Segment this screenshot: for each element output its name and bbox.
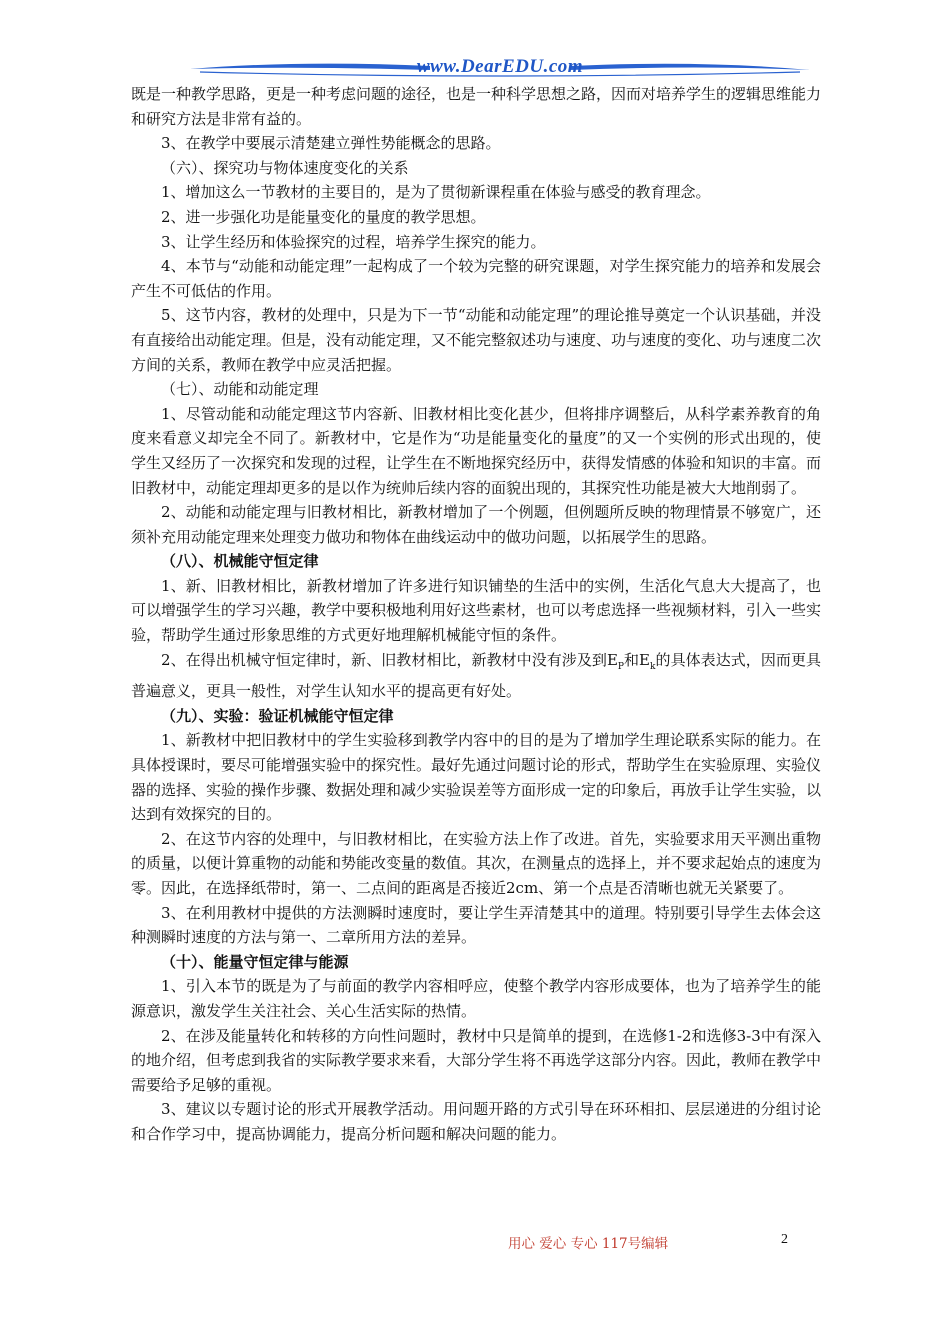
paragraph: 1、增加这么一节教材的主要目的，是为了贯彻新课程重在体验与感受的教育理念。 (161, 183, 711, 202)
paragraph (131, 648, 821, 704)
text-run: 和E (623, 650, 651, 669)
subscript-p: P (617, 661, 624, 672)
page-number: 2 (781, 1232, 788, 1247)
site-name: www.DearEDU.com (416, 56, 584, 77)
paragraph: 1、引入本节的既是为了与前面的教学内容相呼应，使整个教学内容形成要体，也为了培养学生的能源意识，激发学生关注社会、关心生活实际的热情。 (131, 977, 821, 1020)
subscript-k: k (650, 661, 656, 672)
text-run: 的具体表达式，因而更具普遍意义，更具一般性，对学生认知水平的提高更有好处。 (131, 650, 821, 701)
paragraph: 3、让学生经历和体验探究的过程，培养学生探究的能力。 (161, 232, 546, 251)
section-heading: （十）、能量守恒定律与能源 (161, 952, 349, 971)
paragraph: 1、尽管动能和动能定理这节内容新、旧教材相比变化甚少，但将排序调整后，从科学素养教育的角度来看意义却完全不同了。新教材中，它是作为“功是能量变化的量度”的又一个实例的形式出现的，使学生又经历了一次探究和发现的过程，让学生在不断地探究经历中，获得发情感的体验和知识的丰富。而旧教材中，动能定理却更多的是以作为统帅后续内容的面貌出现的，其探究性功能是被大大地削弱了。 (131, 404, 822, 497)
section-heading: （八）、机械能守恒定律 (161, 552, 319, 571)
paragraph: 1、新、旧教材相比，新教材增加了许多进行知识铺垫的生活中的实例，生活化气息大大提高了，也可以增强学生的学习兴趣，教学中要积极地利用好这些素材，也可以考虑选择一些视频材料，引入一些实验，帮助学生通过形象思维的方式更好地理解机械能守恒的条件。 (131, 576, 822, 645)
footer-note: 用心 爱心 专心 117号编辑 (508, 1236, 669, 1252)
section-heading: （六）、探究功与物体速度变化的关系 (161, 158, 409, 177)
paragraph: 2、在这节内容的处理中，与旧教材相比，在实验方法上作了改进。首先，实验要求用天平测出重物的质量，以便计算重物的动能和势能改变量的数值。其次，在测量点的选择上，并不要求起始点的速度为零。因此，在选择纸带时，第一、二点间的距离是否接近2cm、第一个点是否清晰也就无关紧要了。 (131, 829, 822, 897)
text-run: 2、在得出机械守恒定律时，新、旧教材相比，新教材中没有涉及到E (161, 650, 618, 669)
paragraph: 3、建议以专题讨论的形式开展教学活动。用问题开路的方式引导在环环相扣、层层递进的分组讨论和合作学习中，提高协调能力，提高分析问题和解决问题的能力。 (131, 1100, 821, 1143)
section-heading: （九）、实验：验证机械能守恒定律 (161, 706, 394, 725)
paragraph: 3、在教学中要展示清楚建立弹性势能概念的思路。 (161, 134, 501, 153)
paragraph: 4、本节与“动能和动能定理”一起构成了一个较为完整的研究课题，对学生探究能力的培养和发展会产生不可低估的作用。 (131, 257, 821, 300)
document-body (131, 82, 821, 1147)
paragraph: 1、新教材中把旧教材中的学生实验移到教学内容中的目的是为了增加学生理论联系实际的能力。在具体授课时，要尽可能增强实验中的探究性。最好先通过问题讨论的形式，帮助学生在实验原理、实验仪器的选择、实验的操作步骤、数据处理和减少实验误差等方面形成一定的印象后，再放手让学生实验，以达到有效探究的目的。 (131, 731, 822, 824)
paragraph: 2、进一步强化功是能量变化的量度的教学思想。 (161, 207, 486, 226)
paragraph: 3、在利用教材中提供的方法测瞬时速度时，要让学生弄清楚其中的道理。特别要引导学生去体会这种测瞬时速度的方法与第一、二章所用方法的差异。 (131, 903, 821, 947)
paragraph: 既是一种教学思路，更是一种考虑问题的途径，也是一种科学思想之路，因而对培养学生的逻辑思维能力和研究方法是非常有益的。 (131, 85, 822, 128)
paragraph: 5、这节内容，教材的处理中，只是为下一节“动能和动能定理”的理论推导奠定一个认识基础，并没有直接给出动能定理。但是，没有动能定理，又不能完整叙述功与速度、功与速度的变化、功与速度二次方间的关系，教师在教学中应灵活把握。 (131, 306, 822, 374)
paragraph: 2、动能和动能定理与旧教材相比，新教材增加了一个例题，但例题所反映的物理情景不够宽广，还须补充用动能定理来处理变力做功和物体在曲线运动中的做功问题，以拓展学生的思路。 (131, 503, 821, 546)
paragraph: 2、在涉及能量转化和转移的方向性问题时，教材中只是简单的提到，在选修1-2和选修3-3中有深入的地介绍，但考虑到我省的实际教学要求来看，大部分学生将不再选学这部分内容。因此，教师在教学中需要给予足够的重视。 (131, 1026, 822, 1094)
section-heading: （七）、动能和动能定理 (161, 380, 319, 399)
